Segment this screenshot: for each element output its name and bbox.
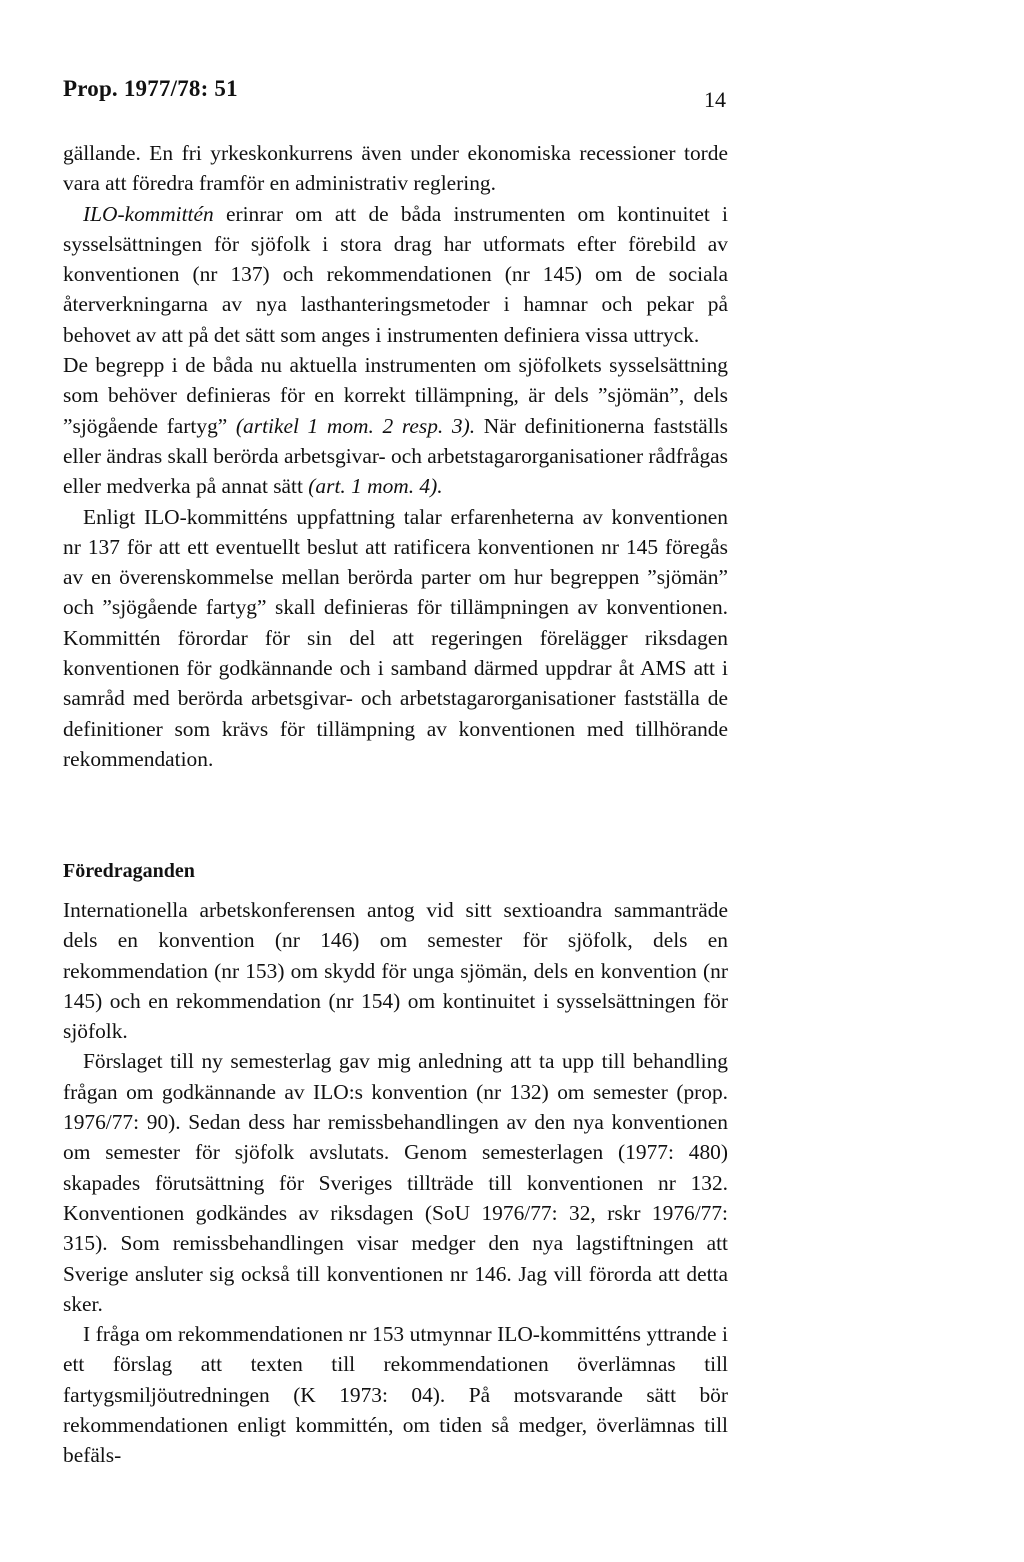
paragraph-7: I fråga om rekommendationen nr 153 utmynnar ILO-kommitténs yttrande i ett förslag att texten till rekommendationen överlämnas till fartygsmiljöutredningen (K 1973: 04). På motsvarande sätt bör rekommendationen enligt kommittén, om tiden så medger, överlämnas till befäls-: [63, 1322, 728, 1468]
paragraph-3-text-b: När definitionerna fastställs eller ändras skall berörda arbetsgivar- och arbetstagarorganisationer rådfrågas eller medverka på annat sätt: [63, 413, 728, 499]
section-heading: Föredraganden: [63, 860, 195, 882]
paragraph-2-lead: ILO-kommittén: [83, 201, 214, 226]
paragraph-5: Internationella arbetskonferensen antog vid sitt sextioandra sammanträde dels en konvention (nr 146) om semester för sjöfolk, dels en rekommendation (nr 153) om skydd för unga sjömän, dels en konvention (nr 145) och en rekommendation (nr 154) om kontinuitet i sysselsättningen för sjöfolk.: [63, 898, 728, 1044]
body-text-section-2: [63, 895, 728, 1471]
document-reference: Prop. 1977/78: 51: [63, 76, 238, 101]
paragraph-3-ref-1: (artikel 1 mom. 2 resp. 3).: [235, 413, 476, 438]
paragraph-3-ref-2: (art. 1 mom. 4).: [308, 474, 443, 499]
body-text-section-1: [63, 138, 728, 774]
paragraph-2-text: erinrar om att de båda instrumenten om kontinuitet i sysselsättningen för sjöfolk i stora drag har utformats efter förebild av konventionen (nr 137) och rekommendationen (nr 145) om de sociala återverkningarna av nya lasthanteringsmetoder i hamnar och pekar på behovet av att på det sätt som anges i instrumenten definiera vissa uttryck.: [63, 201, 728, 347]
paragraph-1: gällande. En fri yrkeskonkurrens även under ekonomiska recessioner torde vara att föredra framför en administrativ reglering.: [63, 141, 728, 196]
page-number: 14: [704, 87, 726, 112]
paragraph-2: [63, 199, 728, 350]
paragraph-3-text-a: De begrepp i de båda nu aktuella instrumenten om sjöfolkets sysselsättning som behöver definieras för en korrekt tillämpning, är dels ”sjömän”, dels ”sjögående fartyg”: [63, 353, 728, 438]
paragraph-6: Förslaget till ny semesterlag gav mig anledning att ta upp till behandling frågan om godkännande av ILO:s konvention (nr 132) om semester (prop. 1976/77: 90). Sedan dess har remissbehandlingen av den nya konventionen om semester för sjöfolk avslutats. Genom semesterlagen (1977: 480) skapades förutsättning för Sveriges tillträde till konventionen nr 132. Konventionen godkändes av riksdagen (SoU 1976/77: 32, rskr 1976/77: 315). Som remissbehandlingen visar medger den nya lagstiftningen att Sverige ansluter sig också till konventionen nr 146. Jag vill förorda att detta sker.: [63, 1049, 728, 1316]
paragraph-4: Enligt ILO-kommitténs uppfattning talar erfarenheterna av konventionen nr 137 för att ett eventuellt beslut att ratificera konventionen nr 145 föregås av en överenskommelse mellan berörda parter om hur begreppen ”sjömän” och ”sjögående fartyg” skall definieras för tillämpningen av konventionen. Kommittén förordar för sin del att regeringen förelägger riksdagen konventionen för godkännande och i samband därmed uppdrar åt AMS att i samråd med berörda arbetsgivar- och arbetstagarorganisationer fastställa de definitioner som krävs för tillämpning av konventionen med tillhörande rekommendation.: [63, 504, 728, 771]
paragraph-3: [63, 350, 728, 501]
